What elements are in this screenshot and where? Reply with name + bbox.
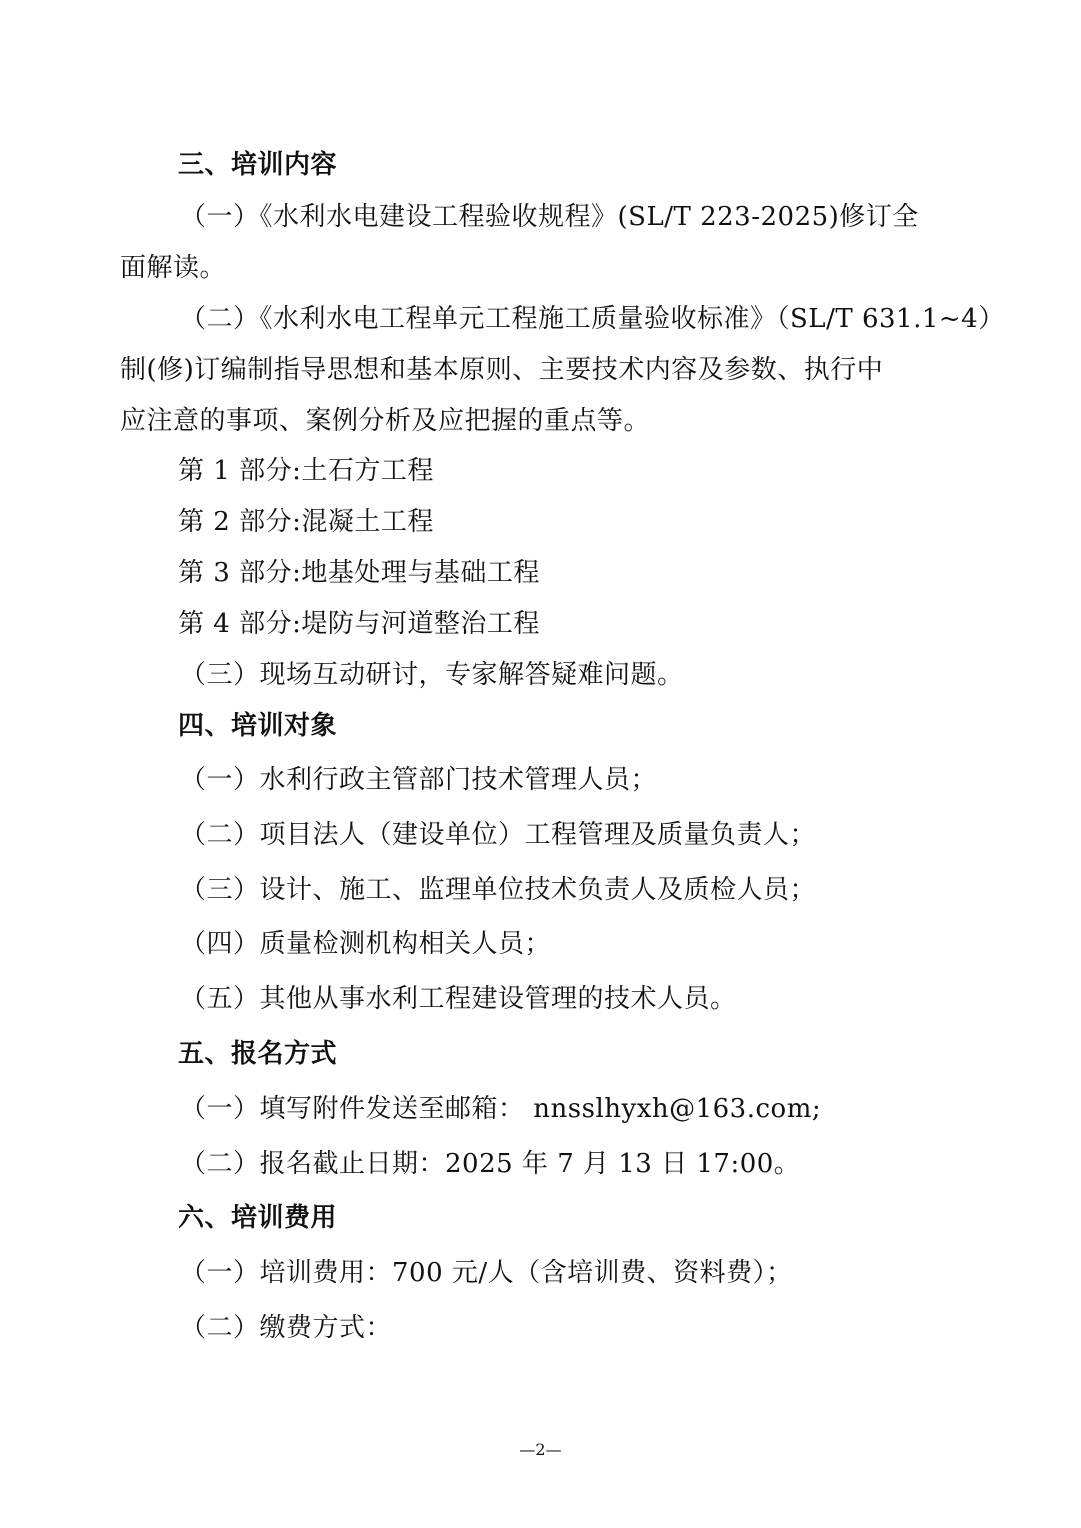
list-item: （五）其他从事水利工程建设管理的技术人员。 — [180, 984, 737, 1014]
part-item: 第 4 部分:堤防与河道整治工程 — [178, 609, 540, 639]
list-item: （一）水利行政主管部门技术管理人员； — [180, 765, 658, 795]
paragraph-line: （三）现场互动研讨，专家解答疑难问题。 — [180, 660, 684, 690]
section-heading-training-fees: 六、培训费用 — [178, 1203, 338, 1233]
section-heading-registration: 五、报名方式 — [178, 1039, 338, 1069]
section-heading-training-audience: 四、培训对象 — [178, 711, 338, 741]
paragraph-line: 制(修)订编制指导思想和基本原则、主要技术内容及参数、执行中 — [120, 355, 884, 385]
paragraph-line: （二）《水利水电工程单元工程施工质量验收标准》（SL/T 631.1~4） — [180, 304, 1005, 334]
paragraph-line: （一）《水利水电建设工程验收规程》(SL/T 223-2025)修订全 — [180, 202, 919, 232]
section-heading-training-content: 三、培训内容 — [178, 150, 338, 180]
list-item: （四）质量检测机构相关人员； — [180, 929, 552, 959]
list-item: （二）报名截止日期：2025 年 7 月 13 日 17:00。 — [180, 1149, 801, 1179]
part-item: 第 1 部分:土石方工程 — [178, 456, 434, 486]
list-item: （一）培训费用：700 元/人（含培训费、资料费）； — [180, 1258, 793, 1288]
paragraph-line: 应注意的事项、案例分析及应把握的重点等。 — [120, 406, 651, 436]
paragraph-line: 面解读。 — [120, 253, 227, 283]
list-item: （一）填写附件发送至邮箱： nnsslhyxh@163.com; — [180, 1094, 822, 1124]
list-item: （二）缴费方式： — [180, 1313, 393, 1343]
list-item: （二）项目法人（建设单位）工程管理及质量负责人； — [180, 820, 817, 850]
part-item: 第 3 部分:地基处理与基础工程 — [178, 558, 540, 588]
list-item: （三）设计、施工、监理单位技术负责人及质检人员； — [180, 875, 817, 905]
page-number: —2— — [519, 1440, 562, 1459]
part-item: 第 2 部分:混凝土工程 — [178, 507, 434, 537]
